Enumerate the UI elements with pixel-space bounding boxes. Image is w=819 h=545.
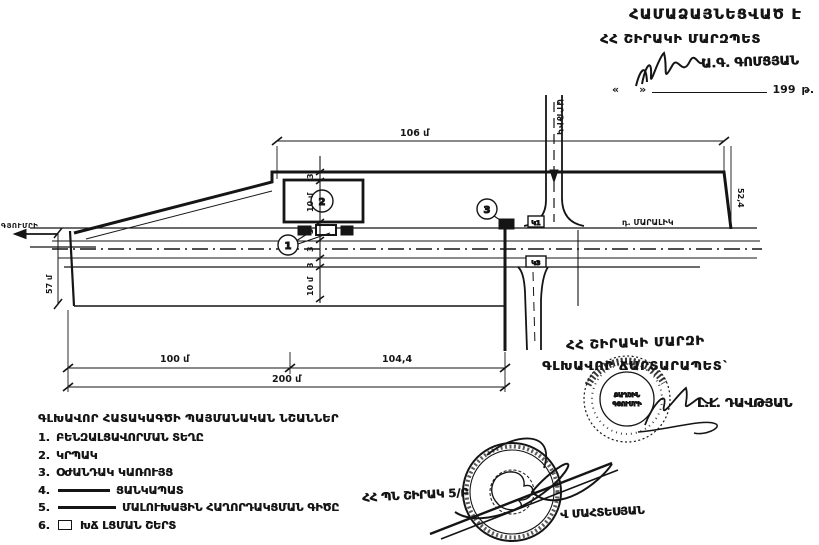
fuel-dispenser-3 (341, 226, 353, 235)
legend-item-number: 3. (38, 466, 50, 479)
auxiliary-structure-box (499, 219, 514, 229)
sign-box-b-label: Կ3 (531, 259, 541, 267)
legend-item-number: 6. (38, 518, 50, 532)
legend-item-number: 2. (38, 448, 50, 462)
site-left-edge (70, 231, 74, 306)
callout-2-number: 2 (318, 197, 326, 208)
cable-line-symbol (58, 506, 116, 509)
stamp-inner-line1: ՔԱՂՇԻՆ (614, 392, 640, 399)
dim-left-side-label: 57 մ (45, 274, 54, 294)
architect-name: Լ.Լ. ԴԱՎԹՅԱՆ (697, 395, 793, 410)
fuel-dispenser-2 (316, 225, 336, 235)
legend-item-label: ՄԱԼՈՒԽԱՅԻՆ ՀԱՂՈՐԴԱԿՑՄԱՆ ԳԻԾԸ (122, 501, 340, 514)
chain-dim-3: 3 (306, 246, 315, 252)
legend-item-number: 1. (38, 431, 50, 444)
legend-item-4 (38, 484, 348, 497)
road-label-north: ԱՐԹԻԿ (554, 99, 564, 136)
callout-3-number: 3 (483, 205, 491, 216)
legend-item-2 (38, 449, 348, 462)
military-name: Վ ՄԱՀՏԵՍՅԱՆ (559, 503, 645, 522)
legend (38, 412, 348, 536)
road-label-east: դ. ՄԱՐԱԼԻԿ (622, 218, 674, 227)
legend-item-label: ԲԵՆԶԱԼՑԱՎՈՐՄԱՆ ՏԵՂԸ (56, 431, 204, 444)
dimension-labels (160, 128, 430, 385)
callout-1-number: 1 (284, 241, 292, 252)
legend-item-6 (38, 519, 348, 532)
legend-item-1 (38, 431, 348, 444)
dim-bottom-total-label: 200 մ (272, 374, 302, 385)
legend-item-3 (38, 466, 348, 479)
legend-title: ԳԼԽԱՎՈՐ ՀԱՏԱԿԱԳԾԻ ՊԱՅՄԱՆԱԿԱՆ ՆՇԱՆՆԵՐ (38, 412, 339, 425)
approval-date-line (612, 84, 814, 96)
legend-item-label: ԿՐՊԱԿ (56, 448, 98, 462)
chain-dim-0: 3 (306, 173, 315, 179)
approval-subtitle: ՀՀ ՇԻՐԱԿԻ ՄԱՐԶՊԵՏ (600, 31, 761, 46)
date-suffix: թ. (801, 83, 814, 96)
chain-dim-1: 10 մ (306, 192, 315, 212)
governor-signature (636, 53, 705, 86)
dim-right-side-label: 52,4 (736, 188, 745, 208)
horizontal-road (14, 228, 762, 267)
governor-name: Ա.Գ. ԳՈՄՑՅԱՆ (700, 52, 799, 71)
dim-bottom-right-label: 104,4 (382, 354, 413, 365)
legend-item-label: ՑԱՆԿԱՊԱՏ (116, 483, 184, 497)
dim-bottom-left-label: 100 մ (160, 354, 190, 365)
date-blank-line (652, 92, 766, 93)
dim-top-label: 106 մ (400, 128, 430, 139)
legend-item-5 (38, 501, 348, 514)
structures (278, 180, 514, 255)
chain-dim-4: 3 (306, 262, 315, 268)
sign-box-a-label: Կ1 (531, 219, 541, 227)
date-year: 199 (772, 83, 796, 96)
west-direction-arrow-icon (14, 230, 26, 239)
site-boundary (70, 172, 731, 351)
legend-item-label: ՕԺԱՆԴԱԿ ԿԱՌՈՒՅՑ (56, 466, 173, 479)
fence-line-symbol (58, 489, 110, 492)
architect-region-line: ՀՀ ՇԻՐԱԿԻ ՄԱՐԶԻ (565, 332, 705, 353)
gravel-layer-symbol (58, 520, 72, 530)
date-open-quote: « (612, 83, 620, 96)
chain-dim-5: 10 մ (306, 276, 315, 296)
approval-title: ՀԱՄԱՁԱՅՆԵՑՎԱԾ Է (629, 7, 802, 23)
road-label-west: ԳՅՈՒՄՐԻ (1, 222, 39, 230)
stamp-inner-line2: ԳՅՈՒՄՐԻ (612, 401, 642, 408)
legend-item-number: 5. (38, 501, 50, 514)
legend-item-label: ԽՃ ԼՑՄԱՆ ՇԵՐՏ (80, 518, 176, 532)
date-close-quote: » (639, 83, 647, 96)
legend-item-number: 4. (38, 483, 50, 497)
military-unit-label: ՀՀ ՊՆ ՇԻՐԱԿ 5/Բ (361, 485, 470, 505)
chain-dim-2: 3 (306, 228, 315, 234)
architect-title-line: ԳԼԽԱՎՈՐ ՃԱՐՏԱՐԱՊԵՏ` (542, 358, 730, 373)
